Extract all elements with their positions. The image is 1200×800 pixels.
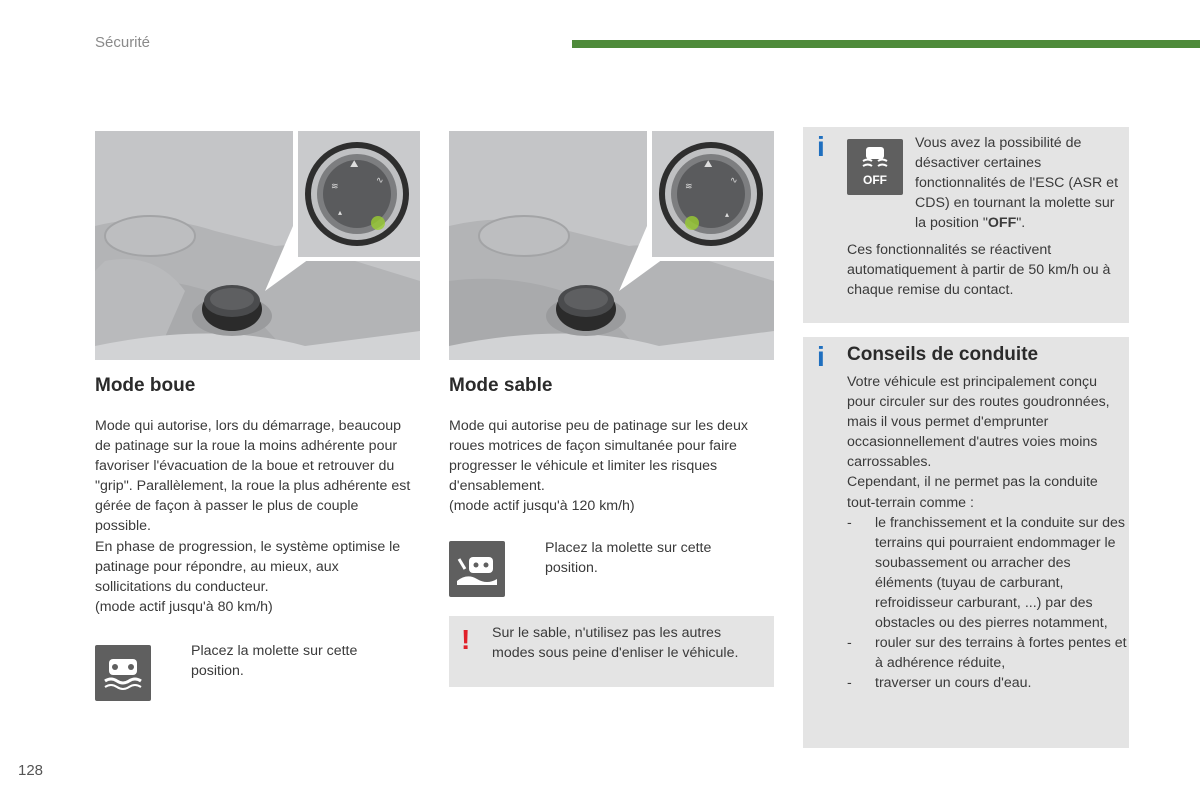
mode-sable-paragraph: Mode qui autorise peu de patinage sur les deux roues motrices de façon simultanée pour faire progresser le véhicule et limiter les risques d'ensablement. <box>449 418 748 495</box>
sand-warning-box <box>449 616 774 687</box>
driving-tips-content <box>847 372 1127 694</box>
svg-text:⛰: ⛰ <box>350 159 359 170</box>
dash-marker: - <box>847 514 852 531</box>
section-header: Sécurité <box>95 34 151 51</box>
driving-tips-intro: Votre véhicule est principalement conçu pour circuler sur des routes goudronnées, mais il vous permet d'emprunter occasionnellement d'autres voies moins carrossables. <box>847 374 1110 471</box>
mud-mode-icon <box>95 645 151 701</box>
mode-boue-title: Mode boue <box>95 375 196 396</box>
list-item <box>847 633 1127 673</box>
list-item <box>847 513 1127 634</box>
warning-icon: ! <box>461 624 471 655</box>
esc-info-box <box>803 127 1129 323</box>
driving-tips-title: Conseils de conduite <box>847 344 1039 365</box>
esc-off-icon <box>847 139 903 195</box>
section-accent-bar <box>572 40 1200 48</box>
mud-mode-knob-photo <box>95 131 420 360</box>
list-item <box>847 673 1127 693</box>
list-item-text: traverser un cours d'eau. <box>875 675 1032 692</box>
sand-mode-knob-photo <box>449 131 774 360</box>
esc-deactivation-text <box>915 133 1125 233</box>
dash-marker: - <box>847 675 852 692</box>
driving-tips-box <box>803 337 1129 748</box>
sand-mode-icon <box>449 541 505 597</box>
list-item-text: le franchissement et la conduite sur des terrains qui pourraient endommager le soubassement ou arracher des éléments (tuyau de carburant, refroidisseur carburant, ...) par des obstacles ou des pierres notamment, <box>875 514 1125 632</box>
svg-text:▴: ▴ <box>725 210 730 219</box>
esc-off-bold: OFF <box>987 215 1017 232</box>
info-icon: i <box>817 131 825 162</box>
esc-text-part: Vous avez la possibilité de désactiver certaines fonctionnalités de l'ESC (ASR et CDS) en tournant la molette sur la position " <box>915 135 1119 232</box>
mode-boue-paragraph: Mode qui autorise, lors du démarrage, beaucoup de patinage sur la roue la moins adhérente pour favoriser l'évacuation de la boue et retrouver du "grip". Parallèlement, la roue la plus adhérente est gérée de façon à passer le plus de couple possible. <box>95 418 411 535</box>
svg-text:∿: ∿ <box>730 176 738 186</box>
esc-text-end: ". <box>1016 215 1026 232</box>
mode-sable-title: Mode sable <box>449 375 553 396</box>
esc-off-label: OFF <box>863 173 887 187</box>
sand-warning-text: Sur le sable, n'utilisez pas les autres modes sous peine d'enliser le véhicule. <box>492 625 739 662</box>
driving-tips-list <box>847 513 1127 694</box>
mode-boue-speed-note: (mode actif jusqu'à 80 km/h) <box>95 598 273 615</box>
mode-sable-instruction: Placez la molette sur cette position. <box>545 540 712 577</box>
svg-text:▴: ▴ <box>338 208 343 217</box>
driving-tips-lead: Cependant, il ne permet pas la conduite tout-terrain comme : <box>847 474 1098 511</box>
svg-text:≋: ≋ <box>331 182 339 192</box>
page-number: 128 <box>18 762 44 779</box>
mode-boue-paragraph: En phase de progression, le système optimise le patinage pour répondre, au mieux, aux sollicitations du conducteur. <box>95 538 401 595</box>
info-icon: i <box>817 341 825 372</box>
mode-boue-instruction: Placez la molette sur cette position. <box>191 643 358 680</box>
dash-marker: - <box>847 635 852 652</box>
svg-text:≋: ≋ <box>685 182 693 192</box>
svg-text:⛰: ⛰ <box>704 159 713 170</box>
svg-text:∿: ∿ <box>376 176 384 186</box>
esc-reactivation-text: Ces fonctionnalités se réactivent automatiquement à partir de 50 km/h ou à chaque remise du contact. <box>847 242 1111 299</box>
mode-sable-speed-note: (mode actif jusqu'à 120 km/h) <box>449 498 635 515</box>
mode-sable-description <box>449 416 774 516</box>
mode-boue-description <box>95 416 413 617</box>
list-item-text: rouler sur des terrains à fortes pentes et à adhérence réduite, <box>875 635 1127 672</box>
